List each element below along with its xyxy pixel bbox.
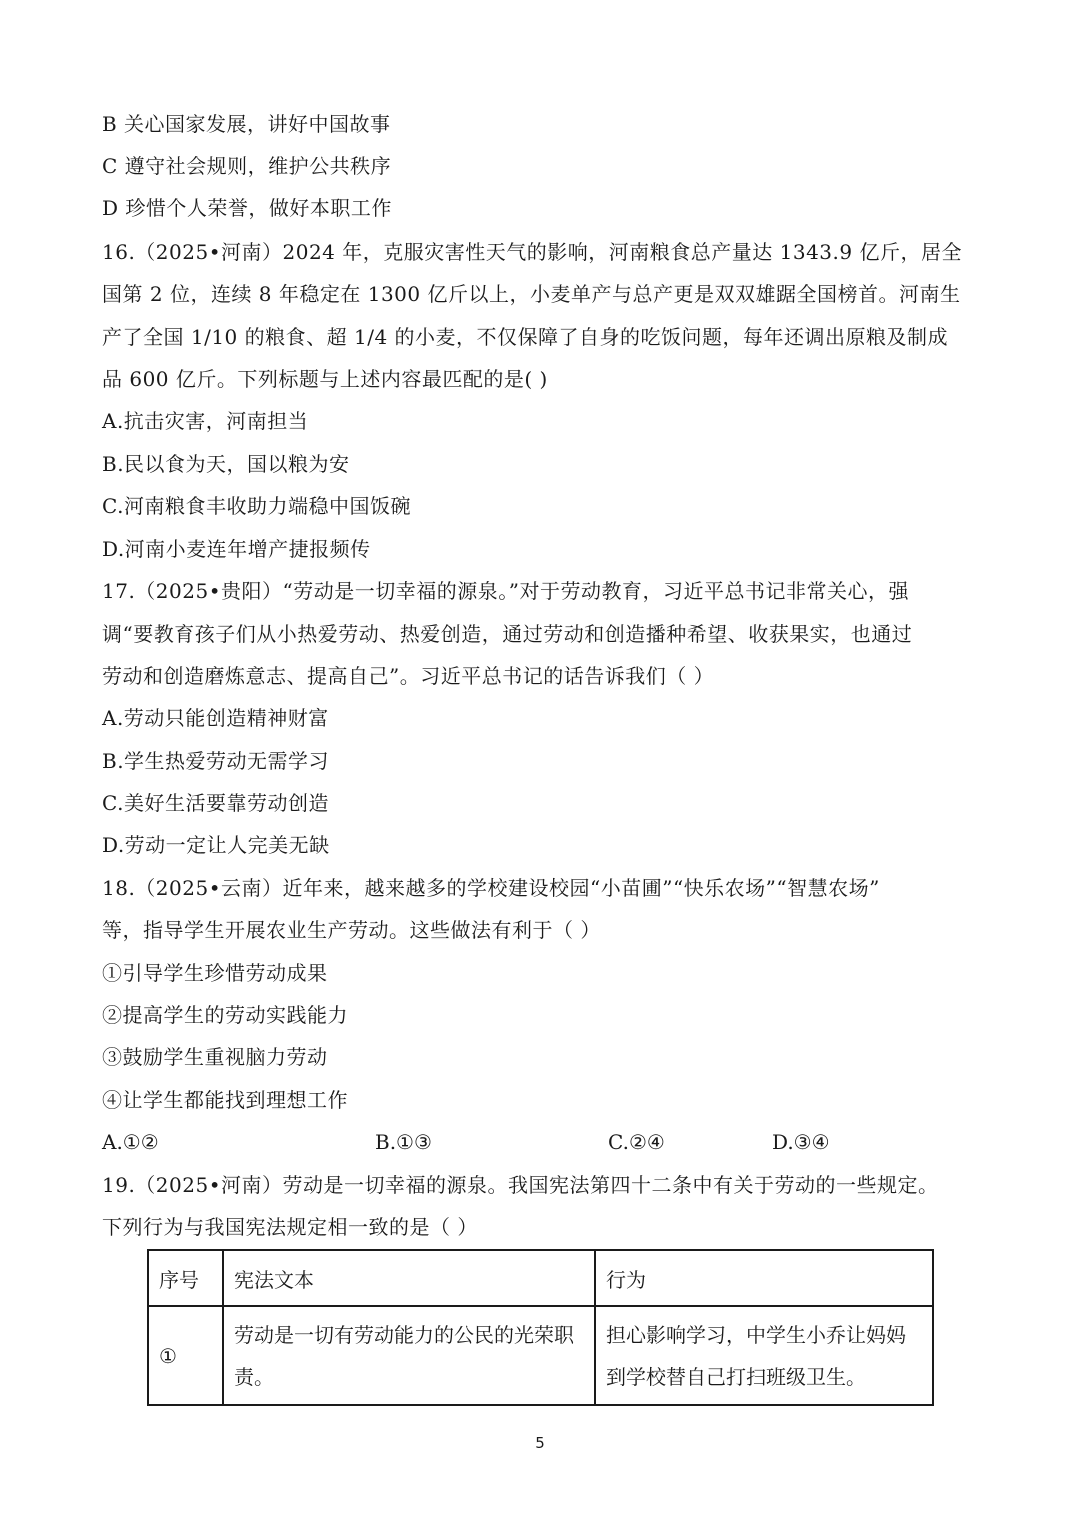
q17-stem-line-3: 劳动和创造磨炼意志、提高自己”。习近平总书记的话告诉我们（ ） xyxy=(102,664,715,688)
q18-choice-b: B.①③ xyxy=(375,1130,432,1154)
q17-option-a: A.劳动只能创造精神财富 xyxy=(102,706,329,730)
q17-stem-line-1: 17.（2025•贵阳）“劳动是一切幸福的源泉。”对于劳动教育，习近平总书记非常关心，强 xyxy=(102,579,909,603)
q17-option-c: C.美好生活要靠劳动创造 xyxy=(102,791,329,815)
q16-stem-line-4: 品 600 亿斤。下列标题与上述内容最匹配的是( ) xyxy=(102,367,548,391)
table-header-number: 序号 xyxy=(148,1250,223,1306)
page-number: 5 xyxy=(535,1434,545,1452)
q18-statement-3: ③鼓励学生重视脑力劳动 xyxy=(102,1045,328,1069)
q16-stem-line-1: 16.（2025•河南）2024 年，克服灾害性天气的影响，河南粮食总产量达 1343.9 亿斤，居全 xyxy=(102,240,962,264)
table-cell-number: ① xyxy=(148,1306,223,1405)
table-cell-behavior: 担心影响学习，中学生小乔让妈妈到学校替自己打扫班级卫生。 xyxy=(595,1306,933,1405)
table-header-constitution-text: 宪法文本 xyxy=(223,1250,595,1306)
q18-statement-1: ①引导学生珍惜劳动成果 xyxy=(102,961,328,985)
q16-option-d: D.河南小麦连年增产捷报频传 xyxy=(102,537,371,561)
q18-choice-a: A.①② xyxy=(102,1130,159,1154)
q16-stem-line-2: 国第 2 位，连续 8 年稳定在 1300 亿斤以上，小麦单产与总产更是双双雄踞全国榜首。河南生 xyxy=(102,282,961,306)
q16-option-a: A.抗击灾害，河南担当 xyxy=(102,409,309,433)
q16-option-b: B.民以食为天，国以粮为安 xyxy=(102,452,350,476)
q15-option-b: B 关心国家发展，讲好中国故事 xyxy=(102,112,391,136)
q16-option-c: C.河南粮食丰收助力端稳中国饭碗 xyxy=(102,494,411,518)
q19-constitution-table xyxy=(147,1249,934,1406)
q15-option-c: C 遵守社会规则，维护公共秩序 xyxy=(102,154,392,178)
q18-choice-d: D.③④ xyxy=(772,1130,830,1154)
q18-stem-line-1: 18.（2025•云南）近年来，越来越多的学校建设校园“小苗圃”“快乐农场”“智慧农场” xyxy=(102,876,880,900)
q15-option-d: D 珍惜个人荣誉，做好本职工作 xyxy=(102,196,392,220)
q19-stem-line-1: 19.（2025•河南）劳动是一切幸福的源泉。我国宪法第四十二条中有关于劳动的一些规定。 xyxy=(102,1173,939,1197)
table-header-row xyxy=(148,1250,933,1306)
q17-option-b: B.学生热爱劳动无需学习 xyxy=(102,749,330,773)
q18-stem-line-2: 等，指导学生开展农业生产劳动。这些做法有利于（ ） xyxy=(102,918,601,942)
q18-statement-4: ④让学生都能找到理想工作 xyxy=(102,1088,348,1112)
table-cell-constitution-text: 劳动是一切有劳动能力的公民的光荣职责。 xyxy=(223,1306,595,1405)
q19-stem-line-2: 下列行为与我国宪法规定相一致的是（ ） xyxy=(102,1215,478,1239)
table-row xyxy=(148,1306,933,1405)
q17-option-d: D.劳动一定让人完美无缺 xyxy=(102,833,330,857)
q17-stem-line-2: 调“要教育孩子们从小热爱劳动、热爱创造，通过劳动和创造播种希望、收获果实，也通过 xyxy=(102,622,913,646)
q16-stem-line-3: 产了全国 1/10 的粮食、超 1/4 的小麦，不仅保障了自身的吃饭问题，每年还调出原粮及制成 xyxy=(102,325,949,349)
q18-choice-c: C.②④ xyxy=(608,1130,665,1154)
q18-statement-2: ②提高学生的劳动实践能力 xyxy=(102,1003,348,1027)
table-header-behavior: 行为 xyxy=(595,1250,933,1306)
